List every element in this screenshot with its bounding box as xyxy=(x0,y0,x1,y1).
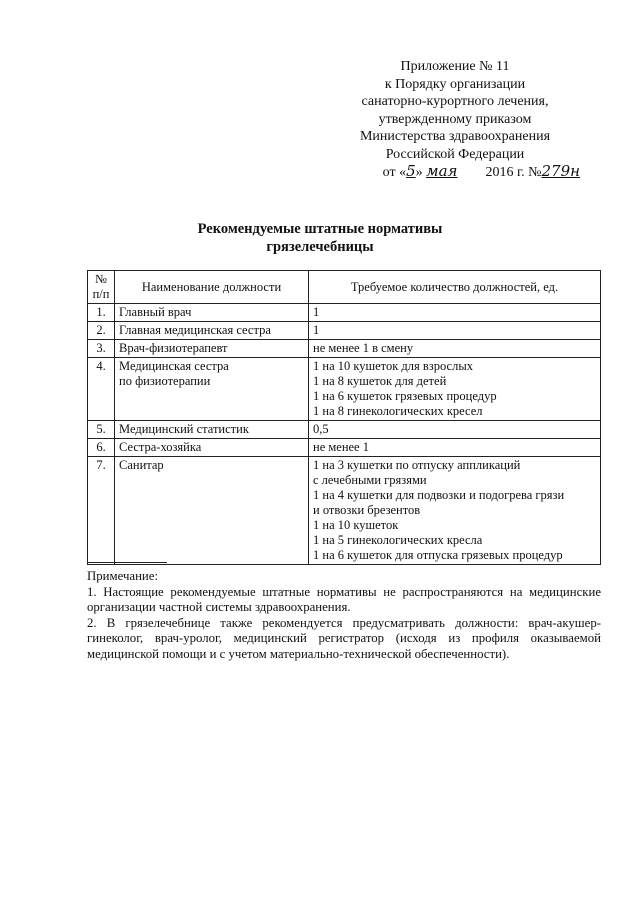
quantity-line: 1 на 8 гинекологических кресел xyxy=(313,404,483,418)
header-line-4: утвержденному приказом xyxy=(378,111,532,127)
quantity-line: 1 на 6 кушеток грязевых процедур xyxy=(313,389,497,403)
document-title xyxy=(0,220,640,256)
quantity-line: не менее 1 в смену xyxy=(313,341,414,355)
position-quantity xyxy=(309,340,601,358)
table-row xyxy=(88,421,601,439)
date-year: 2016 г. № xyxy=(485,165,542,180)
position-quantity xyxy=(309,457,601,565)
appendix-header xyxy=(300,58,580,182)
header-num: № п/п xyxy=(88,271,115,304)
table-row xyxy=(88,439,601,457)
quantity-line: 1 на 10 кушеток для взрослых xyxy=(313,359,473,373)
header-position: Наименование должности xyxy=(115,271,309,304)
position-name: Санитар xyxy=(115,457,309,565)
row-number: 4. xyxy=(88,358,115,421)
table-row xyxy=(88,457,601,565)
notes-label: Примечание: xyxy=(87,569,158,583)
quantity-line: 1 на 6 кушеток для отпуска грязевых процедур xyxy=(313,548,563,562)
quantity-line: 1 на 10 кушеток xyxy=(313,518,399,532)
position-quantity xyxy=(309,322,601,340)
date-prefix: от « xyxy=(382,165,407,180)
note-item-1: 1. Настоящие рекомендуемые штатные нормативы не распространяются на медицинские организации частной системы здравоохранения. xyxy=(87,584,601,614)
table-header-row xyxy=(88,271,601,304)
row-number: 7. xyxy=(88,457,115,565)
notes-section xyxy=(87,562,601,662)
position-name: Сестра-хозяйка xyxy=(115,439,309,457)
title-line-2: грязелечебницы xyxy=(266,239,374,255)
quantity-line: 1 на 3 кушетки по отпуску аппликаций xyxy=(313,458,521,472)
order-date-line xyxy=(300,163,580,182)
quantity-line: 0,5 xyxy=(313,422,329,436)
table-row xyxy=(88,358,601,421)
header-line-3: санаторно-курортного лечения, xyxy=(361,94,549,109)
notes-divider xyxy=(87,562,167,563)
table-row xyxy=(88,304,601,322)
position-name: Главная медицинская сестра xyxy=(115,322,309,340)
title-line-1: Рекомендуемые штатные нормативы xyxy=(197,221,443,237)
position-quantity xyxy=(309,304,601,322)
quantity-line: 1 на 8 кушеток для детей xyxy=(313,374,447,388)
row-number: 6. xyxy=(88,439,115,457)
quantity-line: 1 на 4 кушетки для подвозки и подогрева грязи xyxy=(313,488,565,502)
note-item-2: 2. В грязелечебнице также рекомендуется предусматривать должности: врач-акушер-гинеколог, врач-уролог, медицинский регистратор (исходя из профиля оказываемой медицинской помощи и с учетом материально-технической обеспеченности). xyxy=(87,615,601,661)
header-line-6: Российской Федерации xyxy=(385,146,525,162)
row-number: 5. xyxy=(88,421,115,439)
header-quantity: Требуемое количество должностей, ед. xyxy=(309,271,601,304)
position-quantity xyxy=(309,439,601,457)
row-number: 2. xyxy=(88,322,115,340)
header-line-2: к Порядку организации xyxy=(384,76,526,92)
staffing-table xyxy=(87,270,601,565)
position-name: Главный врач xyxy=(115,304,309,322)
table-row xyxy=(88,322,601,340)
quantity-line: не менее 1 xyxy=(313,440,369,454)
quantity-line: 1 xyxy=(313,305,320,319)
date-mid: » xyxy=(415,165,423,180)
date-month: мая xyxy=(426,162,458,180)
position-name: Медицинская сестра по физиотерапии xyxy=(115,358,309,421)
header-line-5: Министерства здравоохранения xyxy=(359,129,551,144)
row-number: 1. xyxy=(88,304,115,322)
table-row xyxy=(88,340,601,358)
quantity-line: и отвозки брезентов xyxy=(313,503,421,517)
position-name: Медицинский статистик xyxy=(115,421,309,439)
date-day: 5 xyxy=(406,162,416,180)
header-line-1: Приложение № 11 xyxy=(400,59,510,74)
position-quantity xyxy=(309,421,601,439)
order-number: 279н xyxy=(541,162,580,180)
position-name: Врач-физиотерапевт xyxy=(115,340,309,358)
quantity-line: 1 xyxy=(313,323,320,337)
quantity-line: 1 на 5 гинекологических кресла xyxy=(313,533,483,547)
row-number: 3. xyxy=(88,340,115,358)
position-quantity xyxy=(309,358,601,421)
quantity-line: с лечебными грязями xyxy=(313,473,427,487)
